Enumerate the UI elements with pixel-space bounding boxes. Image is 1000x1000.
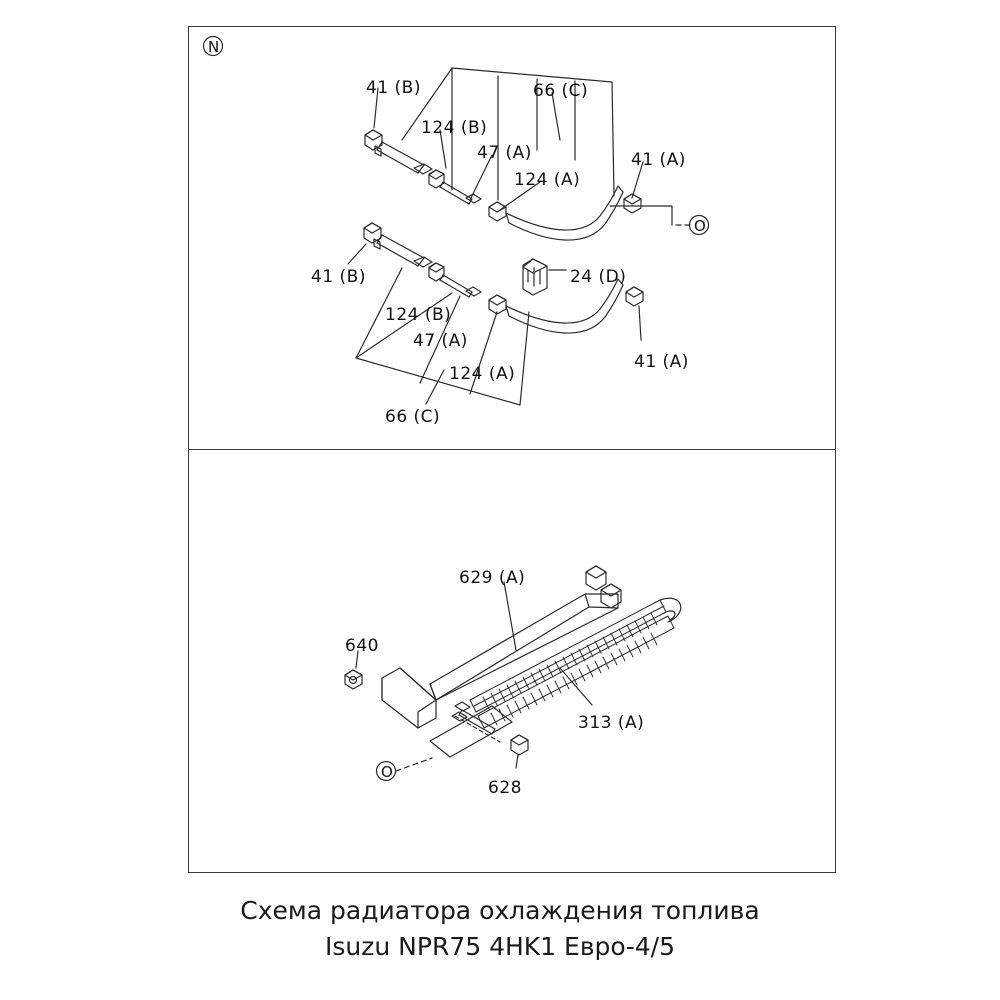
part-label-124a-bottom: 124 (A): [449, 364, 516, 384]
panel-divider: [188, 449, 836, 450]
part-label-66c-top: 66 (C): [533, 81, 589, 101]
connector-mark-o-bottom: O: [381, 763, 393, 781]
diagram-caption: [0, 893, 1000, 965]
caption-line-2: Isuzu NPR75 4HK1 Евро-4/5: [325, 932, 675, 961]
part-label-47a-top: 47 (A): [477, 143, 532, 163]
part-label-124a-top: 124 (A): [514, 170, 581, 190]
part-label-41b-bottom: 41 (B): [311, 267, 366, 287]
part-label-629a: 629 (A): [459, 568, 526, 588]
part-label-124b-top: 124 (B): [421, 118, 488, 138]
part-label-41b-top: 41 (B): [366, 78, 421, 98]
part-label-628: 628: [488, 778, 522, 798]
part-label-66c-bottom: 66 (C): [385, 407, 441, 427]
part-label-124b-bottom: 124 (B): [385, 305, 452, 325]
part-label-41a-top: 41 (A): [631, 150, 686, 170]
part-label-640: 640: [345, 636, 379, 656]
part-label-313a: 313 (A): [578, 713, 645, 733]
part-label-41a-bottom: 41 (A): [634, 352, 689, 372]
connector-mark-o-top: O: [694, 217, 706, 235]
sheet-mark-n: N: [208, 38, 220, 56]
part-label-24d: 24 (D): [570, 267, 627, 287]
part-label-47a-bottom: 47 (A): [413, 331, 468, 351]
caption-line-1: Схема радиатора охлаждения топлива: [240, 896, 760, 925]
